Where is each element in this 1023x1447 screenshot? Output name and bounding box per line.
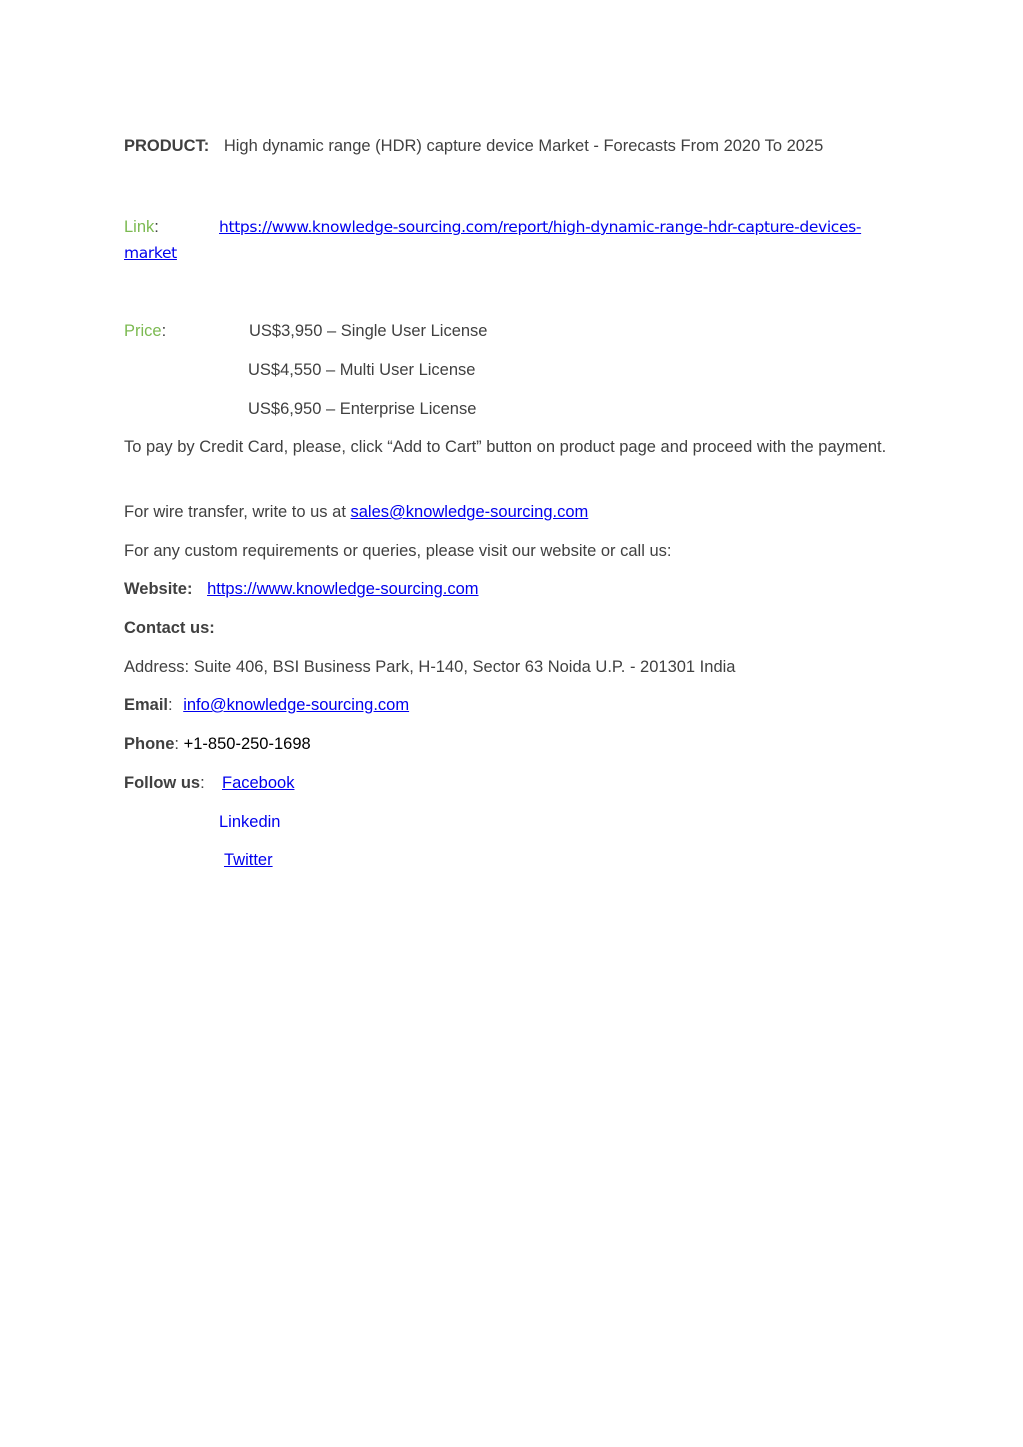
follow-us-colon: : xyxy=(200,774,205,792)
follow-us-label: Follow us xyxy=(124,774,201,792)
link-label-line xyxy=(124,217,159,237)
email-label: Email xyxy=(124,696,169,714)
price-label: Price xyxy=(124,322,162,340)
wire-transfer-text: For wire transfer, write to us at xyxy=(124,503,351,521)
phone-line xyxy=(124,734,311,754)
email-colon: : xyxy=(168,696,173,714)
link-colon: : xyxy=(154,218,159,236)
sales-email-link[interactable]: sales@knowledge-sourcing.com xyxy=(350,503,589,521)
link-label: Link xyxy=(124,218,155,236)
phone-colon: : xyxy=(174,735,180,753)
price-multi-user: US$4,550 – Multi User License xyxy=(248,361,476,379)
credit-card-paragraph: To pay by Credit Card, please, click “Add to Cart” button on product page and proceed with the payment. xyxy=(124,438,887,456)
report-link-line1[interactable]: https://www.knowledge-sourcing.com/report/high-dynamic-range-hdr-capture-devices- xyxy=(219,218,862,236)
wire-transfer-line xyxy=(124,502,588,522)
product-line xyxy=(124,136,823,156)
email-line xyxy=(124,695,409,715)
custom-requirements-text: For any custom requirements or queries, please visit our website or call us: xyxy=(124,542,672,560)
report-link-line2[interactable]: market xyxy=(124,244,177,262)
price-enterprise: US$6,950 – Enterprise License xyxy=(248,400,477,418)
address-text: Address: Suite 406, BSI Business Park, H-140, Sector 63 Noida U.P. - 201301 India xyxy=(124,658,736,676)
price-colon: : xyxy=(161,322,167,340)
twitter-link[interactable]: Twitter xyxy=(224,851,273,869)
linkedin-link[interactable]: Linkedin xyxy=(219,813,281,831)
website-link[interactable]: https://www.knowledge-sourcing.com xyxy=(207,580,479,598)
phone-label: Phone xyxy=(124,735,175,753)
contact-heading: Contact us: xyxy=(124,619,215,637)
product-label: PRODUCT: xyxy=(124,137,210,155)
website-line xyxy=(124,579,479,599)
facebook-link[interactable]: Facebook xyxy=(222,774,295,792)
website-label: Website: xyxy=(124,580,193,598)
price-label-line xyxy=(124,321,166,341)
info-email-link[interactable]: info@knowledge-sourcing.com xyxy=(183,696,410,714)
product-title: High dynamic range (HDR) capture device Market - Forecasts From 2020 To 2025 xyxy=(223,137,824,155)
follow-us-line xyxy=(124,773,205,793)
phone-number: +1-850-250-1698 xyxy=(183,735,311,753)
price-single-user: US$3,950 – Single User License xyxy=(249,322,488,340)
